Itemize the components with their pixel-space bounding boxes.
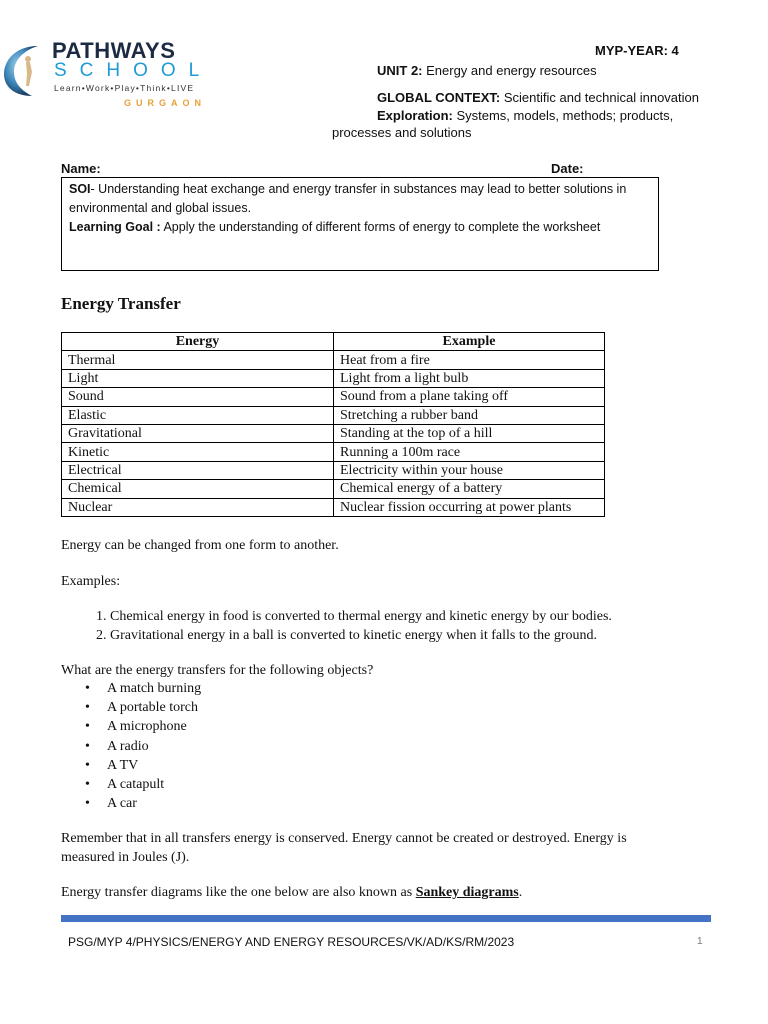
global-context-text: Scientific and technical innovation [500, 90, 699, 105]
table-row [62, 388, 605, 406]
intro-paragraph: Energy can be changed from one form to another. [61, 538, 339, 553]
exploration-label: Exploration: [377, 108, 453, 123]
conservation-line-1: Remember that in all transfers energy is conserved. Energy cannot be created or destroyed. Energy is [61, 831, 627, 846]
examples-list [61, 608, 750, 645]
example-cell: Standing at the top of a hill [334, 424, 605, 442]
unit-line [377, 63, 597, 78]
learning-goal-text: Apply the understanding of different forms of energy to complete the worksheet [160, 220, 601, 234]
page-number: 1 [697, 936, 703, 947]
global-context-line [377, 90, 699, 105]
table-row [62, 406, 605, 424]
footer-divider [61, 915, 711, 922]
footer-text: PSG/MYP 4/PHYSICS/ENERGY AND ENERGY RESOURCES/VK/AD/KS/RM/2023 [68, 935, 515, 949]
unit-text: Energy and energy resources [422, 63, 597, 78]
sankey-post-text: . [518, 885, 523, 900]
list-item: • A car [107, 794, 407, 813]
table-row [62, 351, 605, 369]
objects-list [61, 679, 407, 813]
table-row [62, 480, 605, 498]
date-label: Date: [551, 161, 584, 176]
energy-cell: Thermal [62, 351, 334, 369]
soi-text: - Understanding heat exchange and energy transfer in substances may lead to better solutions in environmental and global issues. [69, 182, 627, 215]
table-header-row [62, 333, 605, 351]
energy-table [61, 332, 605, 517]
learning-goal [69, 218, 651, 237]
soi-box [61, 177, 659, 271]
soi-statement [69, 180, 651, 218]
example-cell: Chemical energy of a battery [334, 480, 605, 498]
examples-label: Examples: [61, 574, 121, 589]
table-row [62, 461, 605, 479]
energy-cell: Gravitational [62, 424, 334, 442]
list-item: • A radio [107, 737, 407, 756]
header-example: Example [334, 333, 605, 351]
global-context-label: GLOBAL CONTEXT: [377, 90, 501, 105]
energy-cell: Elastic [62, 406, 334, 424]
example-cell: Stretching a rubber band [334, 406, 605, 424]
energy-cell: Nuclear [62, 498, 334, 516]
example-cell: Electricity within your house [334, 461, 605, 479]
name-label: Name: [61, 161, 101, 176]
logo-tagline: Learn•Work•Play•Think•LIVE [54, 83, 195, 93]
energy-cell: Electrical [62, 461, 334, 479]
example-cell: Running a 100m race [334, 443, 605, 461]
year-text: MYP-YEAR: 4 [595, 43, 679, 58]
logo-name: PATHWAYS [52, 38, 176, 63]
example-cell: Light from a light bulb [334, 369, 605, 387]
energy-cell: Light [62, 369, 334, 387]
logo-school: SCHOOL [54, 60, 213, 81]
list-item: 2. Gravitational energy in a ball is converted to kinetic energy when it falls to the ground. [110, 627, 750, 644]
sankey-sentence [61, 884, 522, 901]
table-row [62, 498, 605, 516]
example-cell: Sound from a plane taking off [334, 388, 605, 406]
energy-cell: Chemical [62, 480, 334, 498]
conservation-line-2: measured in Joules (J). [61, 850, 190, 865]
list-item: • A TV [107, 756, 407, 775]
year-label [595, 43, 679, 58]
question-text: What are the energy transfers for the following objects? [61, 663, 374, 678]
list-item: • A microphone [107, 717, 407, 736]
example-cell: Heat from a fire [334, 351, 605, 369]
list-item: 1. Chemical energy in food is converted to thermal energy and kinetic energy by our bodies. [110, 608, 750, 625]
sankey-diagrams-link[interactable]: Sankey diagrams [415, 885, 519, 900]
header-energy: Energy [62, 333, 334, 351]
exploration-text: Systems, models, methods; products, [452, 108, 674, 123]
table-row [62, 424, 605, 442]
table-row [62, 443, 605, 461]
logo-city: GURGAON [124, 98, 206, 108]
unit-label: UNIT 2: [377, 63, 423, 78]
list-item: • A catapult [107, 775, 407, 794]
school-logo [2, 38, 213, 112]
learning-goal-label: Learning Goal : [69, 220, 161, 234]
list-item: • A portable torch [107, 698, 407, 717]
energy-cell: Kinetic [62, 443, 334, 461]
soi-label: SOI [69, 182, 91, 196]
table-row [62, 369, 605, 387]
sankey-pre-text: Energy transfer diagrams like the one below are also known as [61, 885, 416, 900]
exploration-line-2: processes and solutions [332, 125, 472, 140]
energy-cell: Sound [62, 388, 334, 406]
example-cell: Nuclear fission occurring at power plants [334, 498, 605, 516]
globe-icon [2, 42, 52, 98]
exploration-line [377, 108, 673, 123]
section-title: Energy Transfer [61, 294, 181, 313]
list-item: • A match burning [107, 679, 407, 698]
